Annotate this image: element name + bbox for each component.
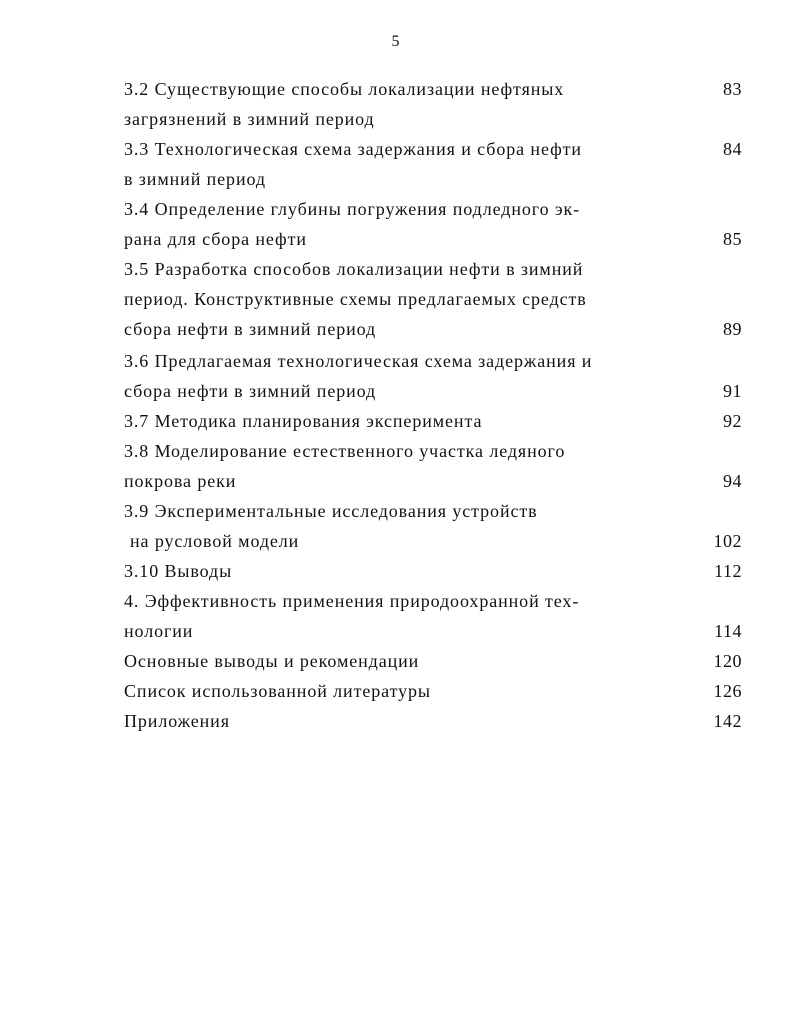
toc-page-number: 89 <box>723 319 742 339</box>
toc-page-number: 85 <box>723 229 742 249</box>
toc-entry-text-line: 3.6 Предлагаемая технологическая схема задержания и <box>124 351 593 371</box>
toc-page-number: 84 <box>723 139 742 159</box>
toc-entry-text-line: в зимний период <box>124 169 266 189</box>
toc-page-number: 102 <box>713 531 742 551</box>
toc-entry-text-line: сбора нефти в зимний период <box>124 319 377 339</box>
toc-entry-3-2[interactable] <box>124 74 742 134</box>
toc-entry-text-line: 3.8 Моделирование естественного участка ледяного <box>124 441 566 461</box>
toc-entry-conclusions[interactable] <box>124 646 742 676</box>
toc-entry-text-line: Основные выводы и рекомендации <box>124 651 420 671</box>
toc-page-number: 92 <box>723 411 742 431</box>
toc-entry-text-line: 3.3 Технологическая схема задержания и сбора нефти <box>124 139 582 159</box>
toc-entry-text-line: покрова реки <box>124 471 237 491</box>
toc-entry-text-line: 3.9 Экспериментальные исследования устройств <box>124 501 538 521</box>
toc-entry-text-line: 3.5 Разработка способов локализации нефти в зимний <box>124 259 584 279</box>
toc-entry-text-line: Список использованной литературы <box>124 681 431 701</box>
toc-entry-text-line: 4. Эффективность применения природоохранной тех- <box>124 591 580 611</box>
toc-page-number: 112 <box>714 561 742 581</box>
toc-entry-4[interactable] <box>124 586 742 646</box>
toc-page-number: 83 <box>723 79 742 99</box>
toc-entry-3-8[interactable] <box>124 436 742 496</box>
page-number: 5 <box>391 33 400 50</box>
toc-entry-text-line: Приложения <box>124 711 230 731</box>
toc-entry-text-line: сбора нефти в зимний период <box>124 381 377 401</box>
toc-entry-3-4[interactable] <box>124 194 742 254</box>
toc-entry-text-line: нологии <box>124 621 194 641</box>
toc-entry-references[interactable] <box>124 676 742 706</box>
toc-entry-text-line: период. Конструктивные схемы предлагаемых средств <box>124 289 587 309</box>
toc-entry-text-line: 3.10 Выводы <box>124 561 233 581</box>
toc-page-number: 142 <box>713 711 742 731</box>
toc-entry-text-line: 3.7 Методика планирования эксперимента <box>124 411 483 431</box>
toc-entry-3-9[interactable] <box>124 496 742 556</box>
toc-page-number: 126 <box>713 681 742 701</box>
toc-entry-3-10[interactable] <box>124 556 742 586</box>
toc-page-number: 120 <box>713 651 742 671</box>
toc-entry-text-line: на русловой модели <box>130 531 300 551</box>
toc-page-number: 94 <box>723 471 742 491</box>
table-of-contents <box>124 74 742 736</box>
toc-entry-3-5[interactable] <box>124 254 742 344</box>
toc-entry-appendices[interactable] <box>124 706 742 736</box>
toc-entry-3-6[interactable] <box>124 346 742 406</box>
toc-entry-3-3[interactable] <box>124 134 742 194</box>
toc-page-number: 91 <box>723 381 742 401</box>
toc-entry-text-line: загрязнений в зимний период <box>124 109 375 129</box>
toc-entry-3-7[interactable] <box>124 406 742 436</box>
toc-entry-text-line: 3.4 Определение глубины погружения подледного эк- <box>124 199 581 219</box>
toc-page-number: 114 <box>714 621 742 641</box>
toc-entry-text-line: 3.2 Существующие способы локализации нефтяных <box>124 79 565 99</box>
toc-entry-text-line: рана для сбора нефти <box>124 229 307 249</box>
